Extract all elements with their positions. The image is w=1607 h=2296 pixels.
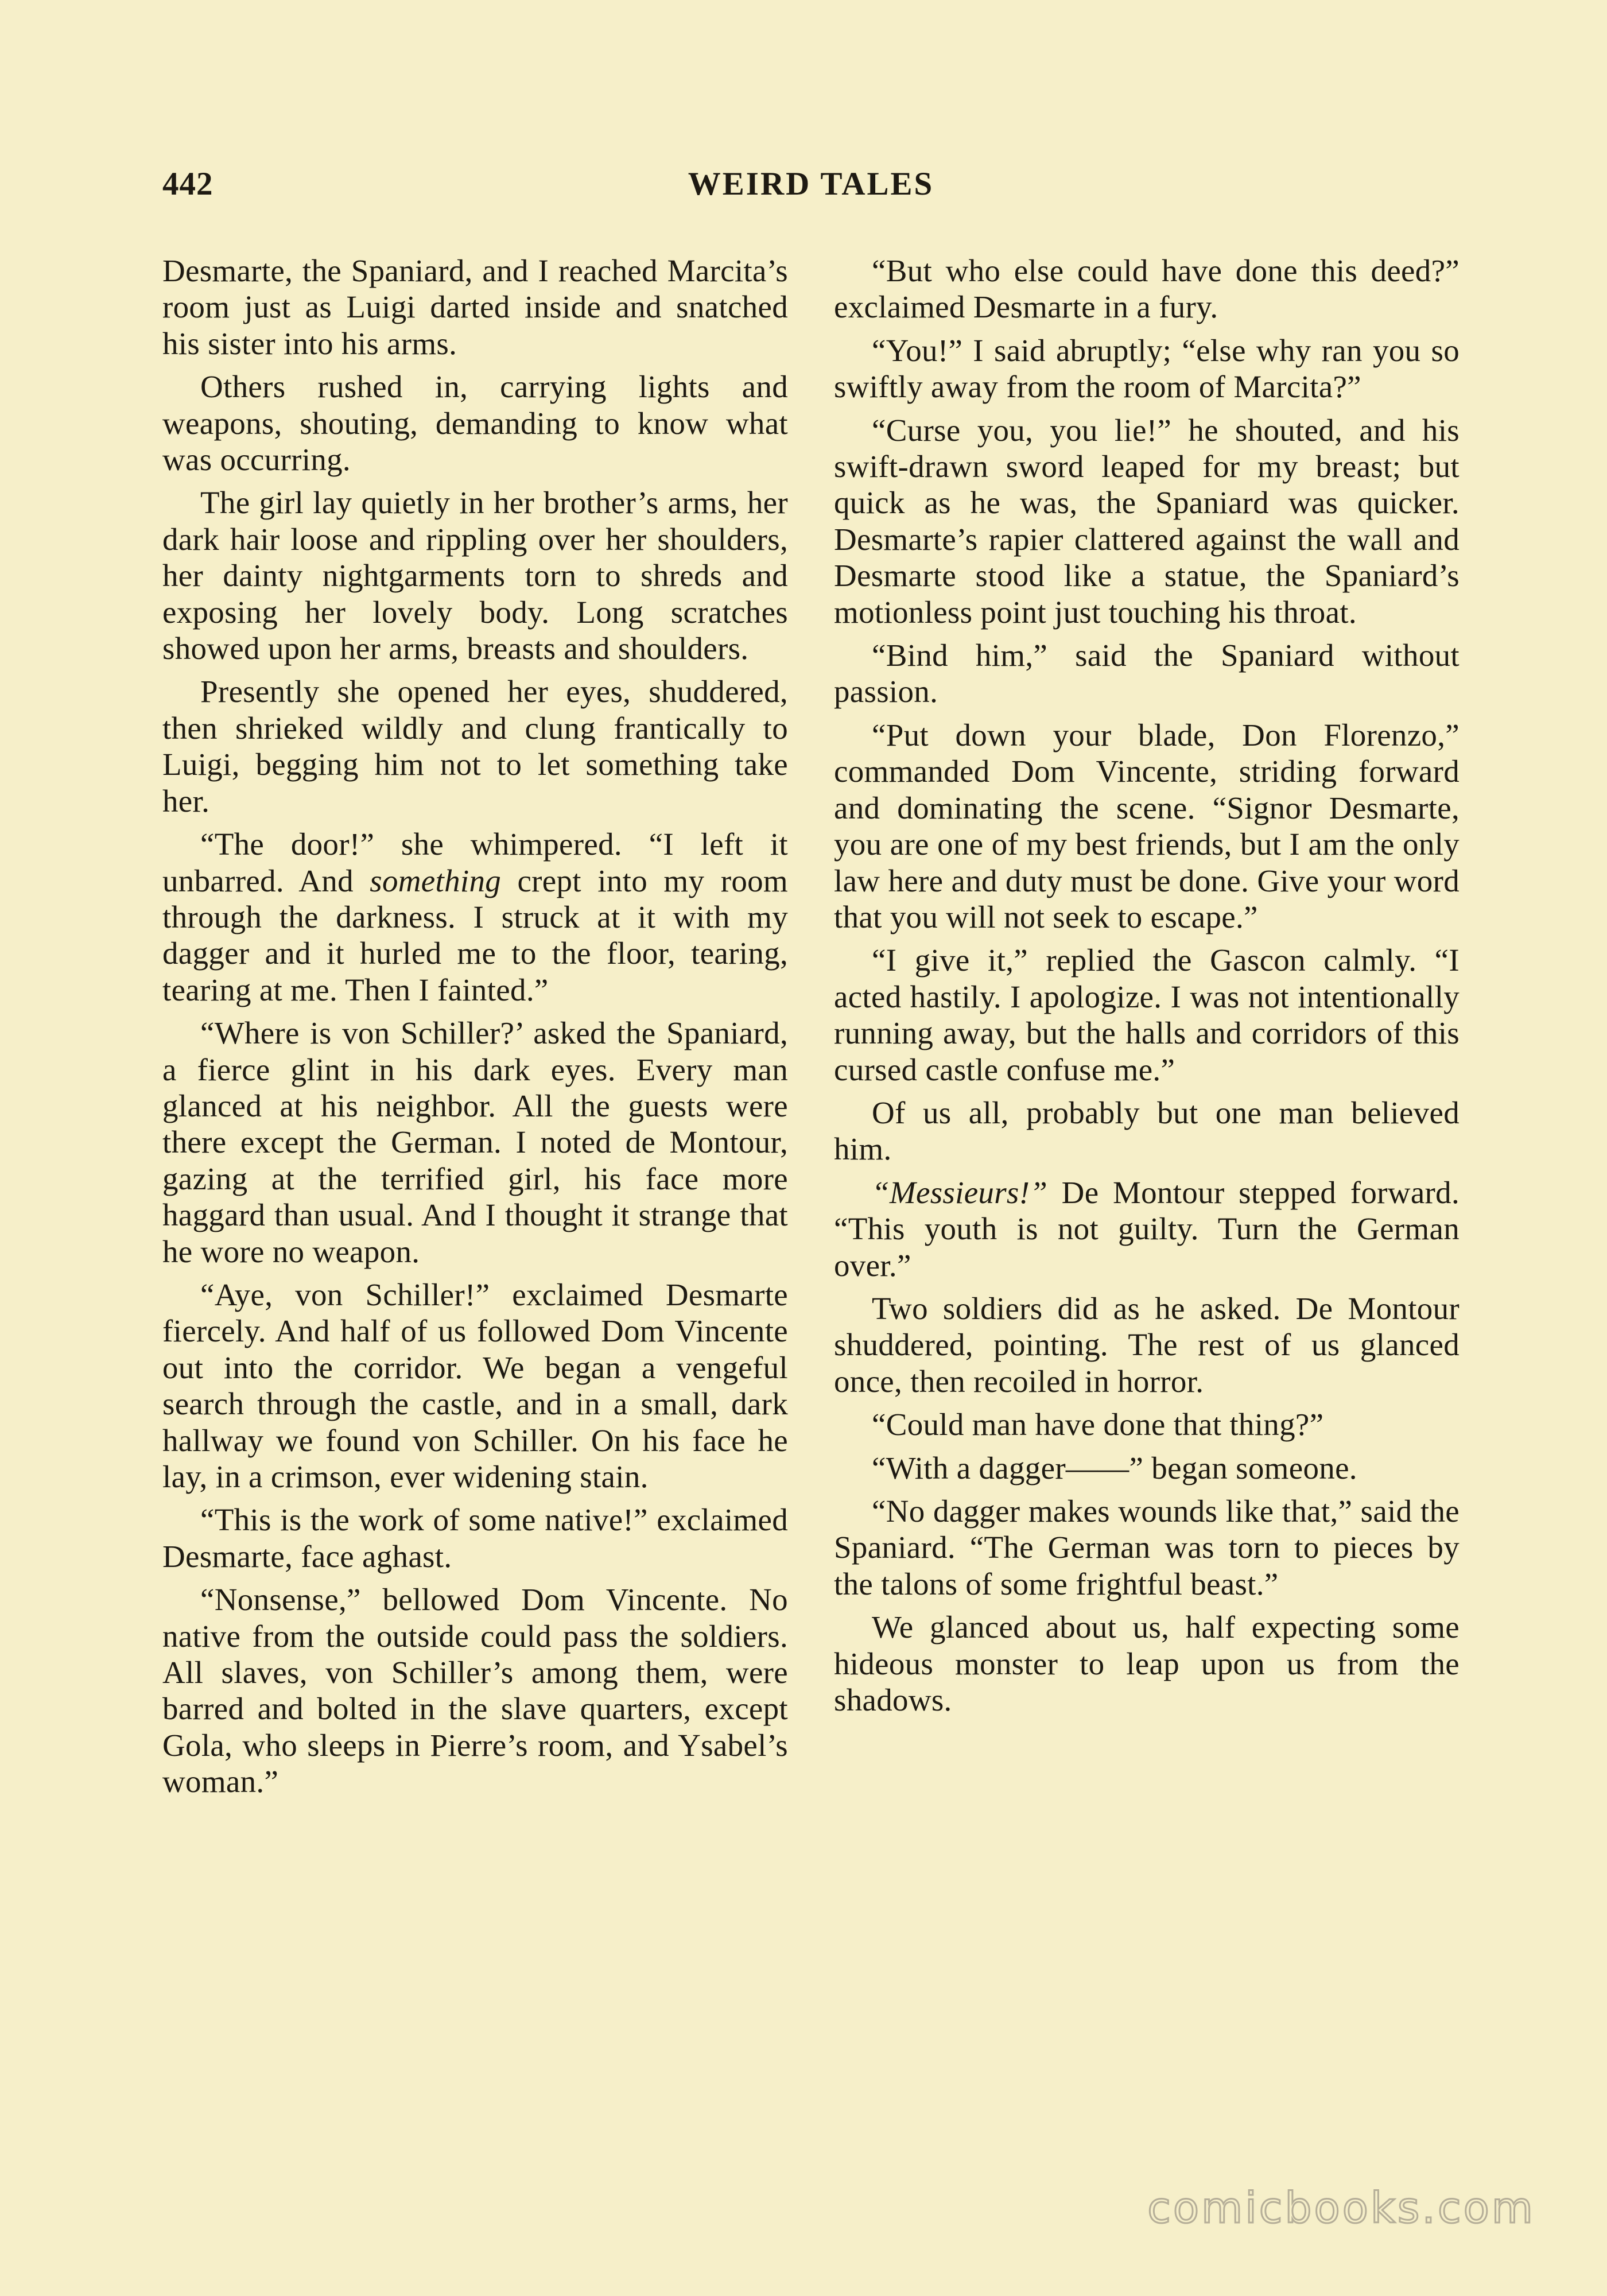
paragraph-text: “The door!” she whimpered. “I left it unbarred. And <box>162 827 788 898</box>
right-column <box>834 253 1460 1725</box>
paragraph: Others rushed in, carrying lights and weapons, shouting, demanding to know what was occurring. <box>162 369 788 478</box>
paragraph: “This is the work of some native!” exclaimed Desmarte, face aghast. <box>162 1502 788 1574</box>
paragraph-text: De Montour stepped forward. “This youth is not guilty. Turn the German over.” <box>834 1174 1460 1283</box>
running-title: WEIRD TALES <box>688 166 934 202</box>
paragraph: Of us all, probably but one man believed him. <box>834 1095 1460 1167</box>
paragraph: “Could man have done that thing?” <box>872 1407 1324 1442</box>
left-column <box>162 253 788 1807</box>
page-header <box>162 165 1460 211</box>
paragraph: “Aye, von Schiller!” exclaimed Desmarte fiercely. And half of us followed Dom Vincente out into the corridor. We began a vengeful search through the castle, and in a small, dark hallway we found von Schiller. On his face he lay, in a crimson, ever widening stain. <box>162 1277 788 1494</box>
paragraph: “No dagger makes wounds like that,” said the Spaniard. “The German was torn to pieces by the talons of some frightful beast.” <box>834 1494 1460 1601</box>
paragraph <box>162 826 788 1008</box>
paragraph: “I give it,” replied the Gascon calmly. “I acted hastily. I apologize. I was not intentionally running away, but the halls and corridors of this cursed castle confuse me.” <box>834 943 1460 1087</box>
page-number: 442 <box>162 166 214 202</box>
paragraph: “With a dagger——” began someone. <box>872 1450 1357 1486</box>
emphasis-text: something <box>370 863 502 898</box>
paragraph: “Put down your blade, Don Florenzo,” commanded Dom Vincente, striding forward and dominating the scene. “Signor Desmarte, you are one of my best friends, but I am the only law here and duty must be done. Give your word that you will not seek to escape.” <box>834 717 1460 934</box>
paragraph: Desmarte, the Spaniard, and I reached Marcita’s room just as Luigi darted inside and snatched his sister into his arms. <box>162 253 788 361</box>
paragraph: “Bind him,” said the Spaniard without passion. <box>834 638 1460 709</box>
paragraph: “Where is von Schiller?’ asked the Spaniard, a fierce glint in his dark eyes. Every man glanced at his neighbor. All the guests were there except the German. I noted de Montour, gazing at the terrified girl, his face more haggard than usual. And I thought it strange that he wore no weapon. <box>162 1015 788 1269</box>
paragraph <box>834 1174 1460 1283</box>
paragraph: “Nonsense,” bellowed Dom Vincente. No native from the outside could pass the soldiers. All slaves, von Schiller’s among them, were barred and bolted in the slave quarters, except Gola, who sleeps in Pierre’s room, and Ysabel’s woman.” <box>162 1582 788 1799</box>
watermark: comicbooks.com <box>1147 2183 1535 2233</box>
paragraph: We glanced about us, half expecting some hideous monster to leap upon us from the shadows. <box>834 1609 1460 1718</box>
paragraph: “But who else could have done this deed?” exclaimed Desmarte in a fury. <box>834 253 1460 325</box>
emphasis-text: “Messieurs!” <box>872 1174 1048 1210</box>
paragraph-text: crept into my room through the darkness. I struck at it with my dagger and it hurled me to the floor, tearing, tearing at me. Then I fainted.” <box>162 863 789 1007</box>
paragraph: The girl lay quietly in her brother’s arms, her dark hair loose and rippling over her shoulders, her dainty nightgarments torn to shreds and exposing her lovely body. Long scratches showed upon her arms, breasts and shoulders. <box>162 485 788 666</box>
paragraph: Presently she opened her eyes, shuddered, then shrieked wildly and clung frantically to Luigi, begging him not to let something take her. <box>162 674 788 819</box>
paragraph: “Curse you, you lie!” he shouted, and his swift-drawn sword leaped for my breast; but quick as he was, the Spaniard was quicker. Desmarte’s rapier clattered against the wall and Desmarte stood like a statue, the Spaniard’s motionless point just touching his throat. <box>834 412 1460 630</box>
paragraph: “You!” I said abruptly; “else why ran you so swiftly away from the room of Marcita?” <box>834 332 1460 405</box>
paragraph: Two soldiers did as he asked. De Montour shuddered, pointing. The rest of us glanced once, then recoiled in horror. <box>834 1290 1460 1399</box>
